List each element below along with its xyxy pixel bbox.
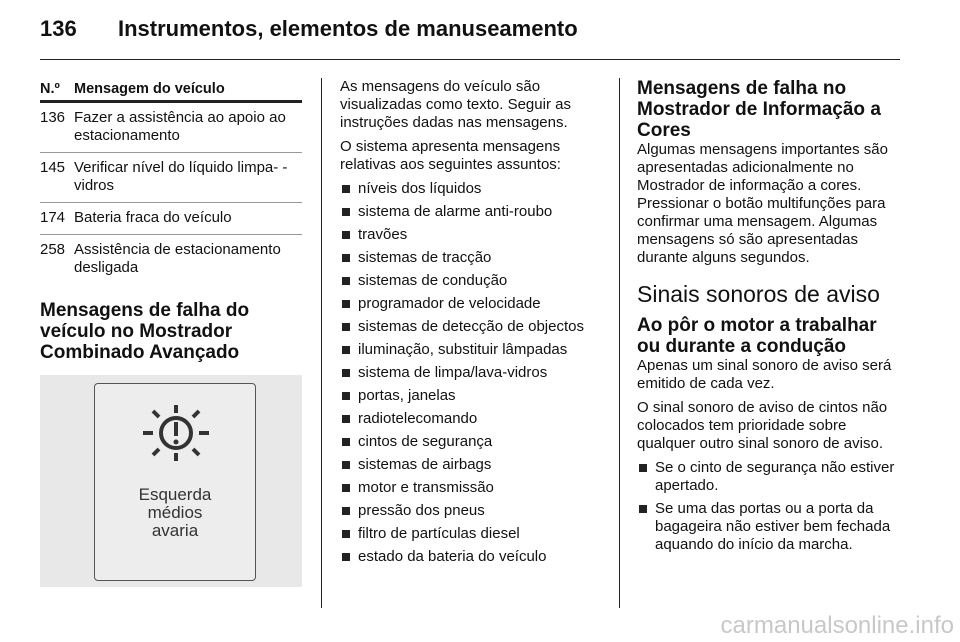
section-heading-color-display: Mensagens de falha no Mostrador de Informação a Cores xyxy=(637,78,881,141)
bullet-square-icon xyxy=(342,553,350,561)
topic-list xyxy=(340,180,602,566)
table-header-message: Mensagem do veículo xyxy=(74,81,225,97)
table-row xyxy=(40,153,302,203)
list-item-text: sistemas de tracção xyxy=(358,249,492,266)
list-item xyxy=(340,249,602,267)
exterior-light-fault-icon xyxy=(143,404,209,462)
bullet-square-icon xyxy=(342,300,350,308)
warning-line: avaria xyxy=(151,521,199,540)
bullet-square-icon xyxy=(342,323,350,331)
bullet-square-icon xyxy=(342,254,350,262)
display-illustration xyxy=(40,375,302,587)
list-item-text: Se uma das portas ou a porta da bagageira não estiver bem fechada aquando do início da marcha. xyxy=(655,500,891,553)
list-item-text: sistemas de airbags xyxy=(358,456,492,473)
list-item-text: cintos de segurança xyxy=(358,433,493,450)
section-title-warning-chimes: Sinais sonoros de aviso xyxy=(637,281,880,307)
list-item xyxy=(340,479,602,497)
header-rule xyxy=(40,59,900,60)
table-row xyxy=(40,203,302,235)
bullet-square-icon xyxy=(342,346,350,354)
warning-message xyxy=(95,486,255,540)
table-cell-number: 145 xyxy=(40,159,66,176)
table-header xyxy=(40,78,302,103)
list-item xyxy=(340,226,602,244)
column-divider xyxy=(321,78,322,608)
list-item xyxy=(340,548,602,566)
list-item-text: programador de velocidade xyxy=(358,295,541,312)
list-item-text: sistema de alarme anti-roubo xyxy=(358,203,553,220)
column-left xyxy=(40,78,302,587)
list-item xyxy=(340,456,602,474)
page-number: 136 xyxy=(40,16,77,41)
list-item-text: estado da bateria do veículo xyxy=(358,548,547,565)
bullet-square-icon xyxy=(342,484,350,492)
paragraph: O sistema apresenta mensagens relativas aos seguintes assuntos: xyxy=(340,138,561,173)
list-item-text: sistemas de detecção de objectos xyxy=(358,318,584,335)
bullet-square-icon xyxy=(342,530,350,538)
bullet-square-icon xyxy=(639,464,647,472)
bullet-square-icon xyxy=(342,208,350,216)
page-header xyxy=(40,0,900,62)
bullet-square-icon xyxy=(342,461,350,469)
table-cell-message: Fazer a assistência ao apoio ao estacionamento xyxy=(74,109,286,144)
paragraph: Algumas mensagens importantes são apresentadas adicionalmente no Mostrador de informação a cores. Pressionar o botão multifunções para confirmar uma mensagem. Algumas mensagens só são apresentadas durante alguns segundos. xyxy=(637,141,888,266)
list-item-text: portas, janelas xyxy=(358,387,456,404)
table-cell-message: Bateria fraca do veículo xyxy=(74,209,232,226)
list-item xyxy=(340,272,602,290)
warning-line: médios xyxy=(147,503,203,522)
table-cell-number: 136 xyxy=(40,109,66,126)
watermark: carmanualsonline.info xyxy=(720,612,954,639)
column-middle xyxy=(340,78,602,571)
list-item-text: sistema de limpa/lava-vidros xyxy=(358,364,548,381)
list-item-text: travões xyxy=(358,226,408,243)
warning-display-panel xyxy=(94,383,256,581)
list-item xyxy=(637,500,903,554)
table-header-number: N.º xyxy=(40,81,60,97)
page-title: Instrumentos, elementos de manuseamento xyxy=(118,16,578,41)
bullet-square-icon xyxy=(639,505,647,513)
list-item xyxy=(340,433,602,451)
list-item-text: Se o cinto de segurança não estiver apertado. xyxy=(655,459,895,494)
section-heading-vehicle-faults: Mensagens de falha do veículo no Mostrador Combinado Avançado xyxy=(40,300,250,363)
list-item xyxy=(340,341,602,359)
bullet-square-icon xyxy=(342,185,350,193)
list-item-text: filtro de partículas diesel xyxy=(358,525,520,542)
warning-line: Esquerda xyxy=(138,485,212,504)
paragraph: Apenas um sinal sonoro de aviso será emitido de cada vez. xyxy=(637,357,892,392)
bullet-square-icon xyxy=(342,231,350,239)
bullet-square-icon xyxy=(342,507,350,515)
table-cell-number: 258 xyxy=(40,241,66,258)
subsection-heading: Ao pôr o motor a trabalhar ou durante a condução xyxy=(637,315,877,357)
list-item xyxy=(340,203,602,221)
list-item xyxy=(340,525,602,543)
list-item xyxy=(340,410,602,428)
bullet-square-icon xyxy=(342,438,350,446)
list-item-text: motor e transmissão xyxy=(358,479,494,496)
bullet-square-icon xyxy=(342,369,350,377)
list-item xyxy=(340,295,602,313)
list-item xyxy=(340,387,602,405)
column-right xyxy=(637,78,903,559)
list-item-text: pressão dos pneus xyxy=(358,502,485,519)
list-item xyxy=(340,180,602,198)
list-item-text: radiotelecomando xyxy=(358,410,478,427)
paragraph: O sinal sonoro de aviso de cintos não colocados tem prioridade sobre qualquer outro sinal sonoro de aviso. xyxy=(637,399,888,452)
column-divider xyxy=(619,78,620,608)
list-item-text: níveis dos líquidos xyxy=(358,180,482,197)
table-cell-message: Verificar nível do líquido limpa- -vidros xyxy=(74,159,288,194)
list-item xyxy=(340,364,602,382)
bullet-square-icon xyxy=(342,392,350,400)
bullet-square-icon xyxy=(342,415,350,423)
table-cell-number: 174 xyxy=(40,209,66,226)
bullet-square-icon xyxy=(342,277,350,285)
table-cell-message: Assistência de estacionamento desligada xyxy=(74,241,281,276)
list-item xyxy=(340,502,602,520)
list-item-text: iluminação, substituir lâmpadas xyxy=(358,341,568,358)
table-row xyxy=(40,235,302,284)
paragraph: As mensagens do veículo são visualizadas como texto. Seguir as instruções dadas nas mensagens. xyxy=(340,78,571,131)
table-row xyxy=(40,103,302,153)
list-item-text: sistemas de condução xyxy=(358,272,508,289)
list-item xyxy=(637,459,903,495)
list-item xyxy=(340,318,602,336)
